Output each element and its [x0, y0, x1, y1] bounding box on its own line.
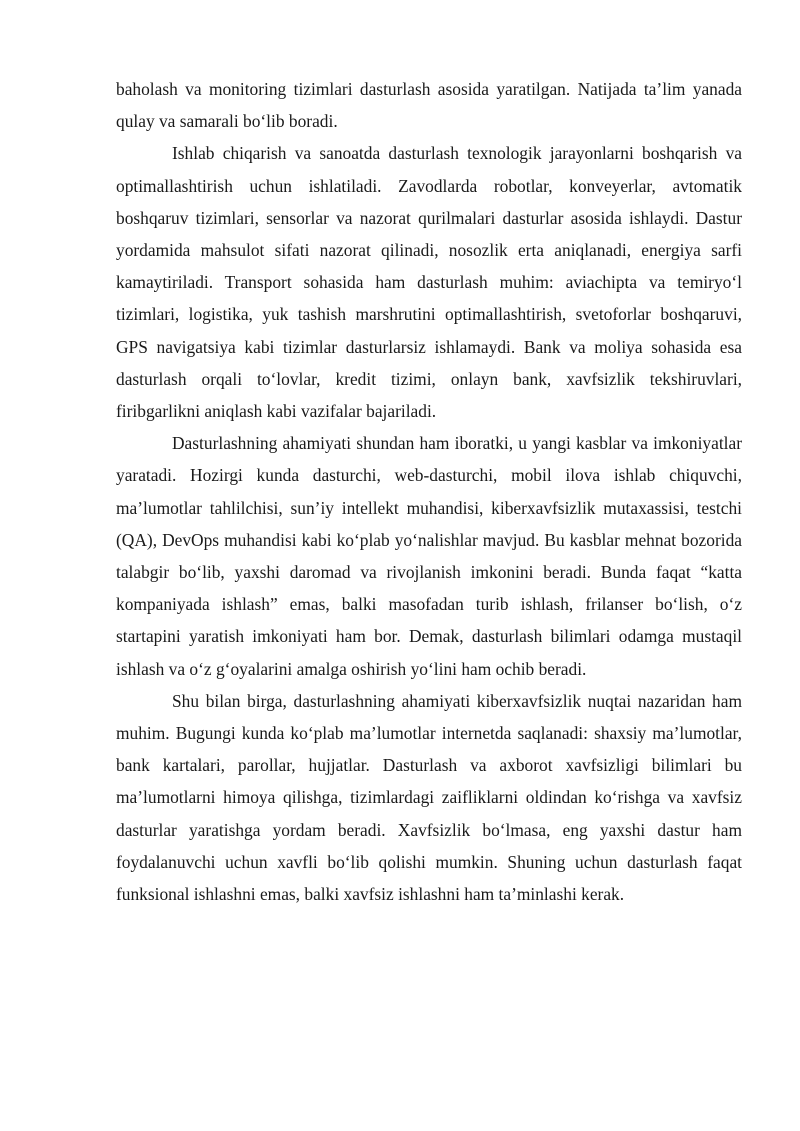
- paragraph-4: Shu bilan birga, dasturlashning ahamiyati kiberxavfsizlik nuqtai nazaridan ham muhim. Bugungi kunda ko‘plab ma’lumotlar internetda saqlanadi: shaxsiy ma’lumotlar, bank kartalari, parollar, hujjatlar. Dasturlash va axborot xavfsizligi bilimlari bu ma’lumotlarni himoya qilishga, tizimlardagi zaifliklarni oldindan ko‘rishga va xavfsiz dasturlar yaratishga yordam beradi. Xavfsizlik bo‘lmasa, eng yaxshi dastur ham foydalanuvchi uchun xavfli bo‘lib qolishi mumkin. Shuning uchun dasturlash faqat funksional ishlashni emas, balki xavfsiz ishlashni ham ta’minlashi kerak.: [116, 690, 742, 905]
- paragraph-1: baholash va monitoring tizimlari dasturlash asosida yaratilgan. Natijada ta’lim yanada qulay va samarali bo‘lib boradi.: [116, 79, 742, 132]
- paragraph-2: Ishlab chiqarish va sanoatda dasturlash texnologik jarayonlarni boshqarish va optimallashtirish uchun ishlatiladi. Zavodlarda robotlar, konveyerlar, avtomatik boshqaruv tizimlari, sensorlar va nazorat qurilmalari dasturlar asosida ishlaydi. Dastur yordamida mahsulot sifati nazorat qilinadi, nosozlik erta aniqlanadi, energiya sarfi kamaytiriladi. Transport sohasida ham dasturlash muhim: aviachipta va temiryo‘l tizimlari, logistika, yuk tashish marshrutini optimallashtirish, svetoforlar boshqaruvi, GPS navigatsiya kabi tizimlar dasturlarsiz ishlamaydi. Bank va moliya sohasida esa dasturlash orqali to‘lovlar, kredit tizimi, onlayn bank, xavfsizlik tekshiruvlari, firibgarlikni aniqlash kabi vazifalar bajariladi.: [116, 143, 742, 422]
- body-text: [116, 73, 742, 910]
- paragraph-3: Dasturlashning ahamiyati shundan ham iboratki, u yangi kasblar va imkoniyatlar yaratadi. Hozirgi kunda dasturchi, web-dasturchi, mobil ilova ishlab chiquvchi, ma’lumotlar tahlilchisi, sun’iy intellekt muhandisi, kiberxavfsizlik mutaxassisi, testchi (QA), DevOps muhandisi kabi ko‘plab yo‘nalishlar mavjud. Bu kasblar mehnat bozorida talabgir bo‘lib, yaxshi daromad va rivojlanish imkonini beradi. Bunda faqat “katta kompaniyada ishlash” emas, balki masofadan turib ishlash, frilanser bo‘lish, o‘z startapini yaratish imkoniyati ham bor. Demak, dasturlash bilimlari odamga mustaqil ishlash va o‘z g‘oyalarini amalga oshirish yo‘lini ham ochib beradi.: [116, 433, 742, 679]
